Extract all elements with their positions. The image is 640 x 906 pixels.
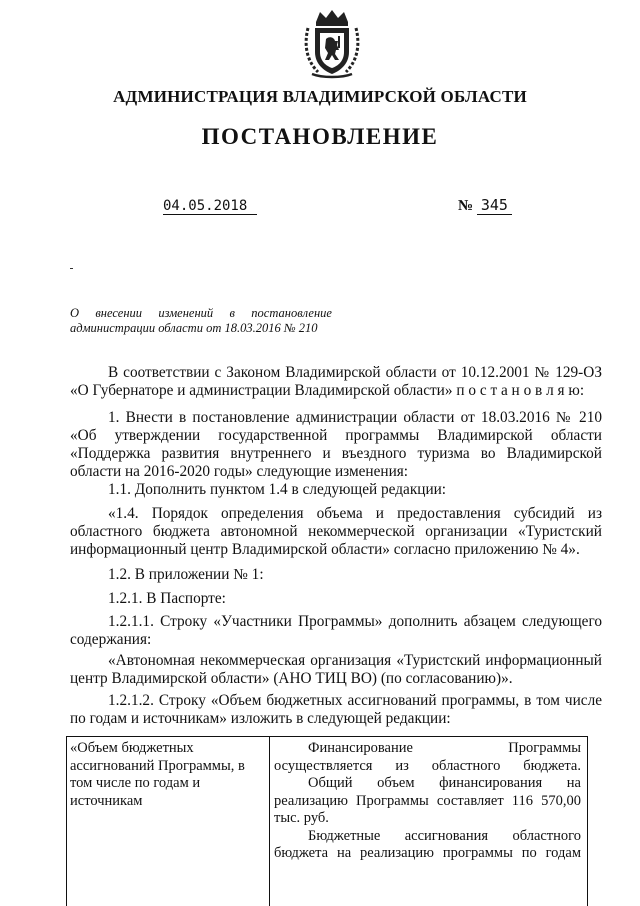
document-number: [458, 196, 512, 215]
table-text-financing: Финансирование Программы осуществляется из областного бюджета.: [274, 740, 581, 774]
number-value: 345: [477, 196, 512, 215]
paragraph-item-1-2: 1.2. В приложении № 1:: [108, 566, 264, 583]
paragraph-participant-quote: «Автономная некоммерческая организация «Туристский информационный центр Владимирской области» (АНО ТИЦ ВО) (по согласованию)».: [70, 652, 602, 687]
subject-block: [70, 306, 332, 336]
organization-title: АДМИНИСТРАЦИЯ ВЛАДИМИРСКОЙ ОБЛАСТИ: [113, 87, 527, 106]
table-divider: [269, 737, 270, 906]
table-text-by-years: Бюджетные ассигнования областного бюджета на реализацию программы по годам: [274, 827, 581, 861]
paragraph-item-1-2-1-2: 1.2.1.2. Строку «Объем бюджетных ассигнований программы, в том числе по годам и источникам» изложить в следующей редакции:: [70, 692, 602, 727]
subject-word: в: [229, 306, 235, 320]
stray-mark: [70, 268, 73, 269]
document-type-title: ПОСТАНОВЛЕНИЕ: [201, 124, 439, 149]
paragraph-item-1-1: 1.1. Дополнить пунктом 1.4 в следующей редакции:: [108, 481, 447, 498]
paragraph-item-1-2-1: 1.2.1. В Паспорте:: [108, 590, 226, 607]
number-label: №: [458, 198, 474, 214]
document-date: 04.05.2018: [163, 198, 257, 215]
paragraph-item-1: 1. Внести в постановление администрации области от 18.03.2016 № 210 «Об утверждении государственной программы Владимирской области «Поддержка развития внутреннего и въездного туризма во Владимирской области на 2016-2020 годы» следующие изменения:: [70, 409, 602, 480]
table-cell-label: «Объем бюджетных ассигнований Программы, в том числе по годам и источникам: [70, 740, 245, 809]
coat-of-arms-icon: [302, 8, 362, 80]
paragraph-preamble: В соответствии с Законом Владимирской области от 10.12.2001 № 129-ОЗ «О Губернаторе и администрации Владимирской области» п о с т а н о в л я ю:: [70, 364, 602, 399]
subject-word: изменений: [158, 306, 214, 320]
subject-word: внесении: [95, 306, 143, 320]
paragraph-item-1-2-1-1: 1.2.1.1. Строку «Участники Программы» дополнить абзацем следующего содержания:: [70, 613, 602, 648]
budget-table: [66, 736, 588, 906]
paragraph-item-1-4-quote: «1.4. Порядок определения объема и предоставления субсидий из областного бюджета автономной некоммерческой организации «Туристский информационный центр Владимирской области» согласно приложению № 4».: [70, 505, 602, 558]
subject-line-2: администрации области от 18.03.2016 № 210: [70, 321, 318, 335]
subject-line-1: [70, 306, 332, 321]
subject-word: постановление: [251, 306, 332, 320]
table-cell-content: [274, 740, 581, 863]
subject-word: О: [70, 306, 80, 320]
table-text-total: Общий объем финансирования на реализацию Программы составляет 116 570,00 тыс. руб.: [274, 775, 581, 826]
